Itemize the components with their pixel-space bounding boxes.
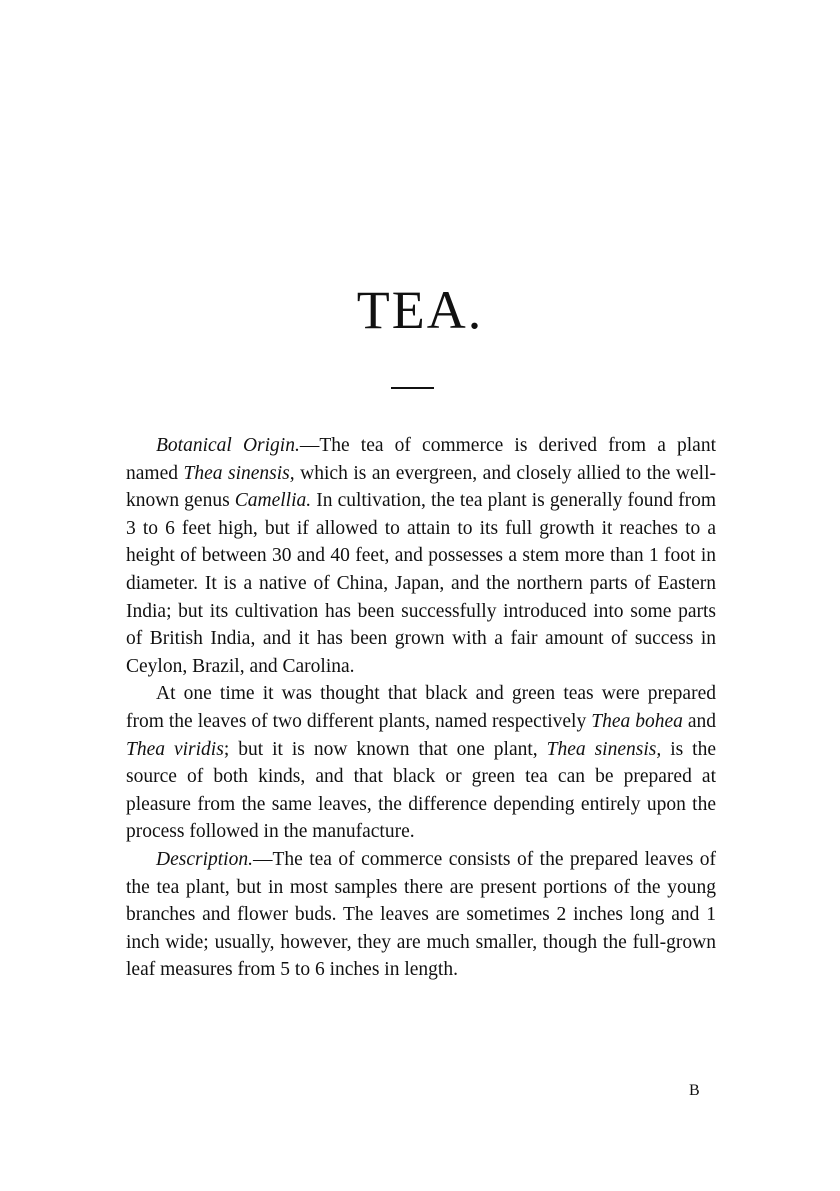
text-run: and	[682, 710, 716, 732]
text-run: At one time it was thought that black and green teas were prepared from the leaves of two different plants, named respectively	[126, 683, 716, 732]
text-run: is the source of both kinds, and that black or green tea can be prepared at pleasure from the same leaves, the difference depending entirely upon the process followed in the manufacture.	[126, 738, 716, 843]
text-run: —The tea of commerce consists of the prepared leaves of the tea plant, but in most samples there are present portions of the young branches and flower buds. The leaves are sometimes 2 inches long and 1 inch wide; usually, however, they are much smaller, though the full-grown leaf measures from 5 to 6 inches in length.	[126, 848, 716, 981]
text-run: In cultivation, the tea plant is generally found from 3 to 6 feet high, but if allowed to attain to its full growth it reaches to a height of between 30 and 40 feet, and possesses a stem more than 1 foot in diameter. It is a native of China, Japan, and the northern parts of Eastern India; but its cultivation has been successfully introduced into some parts of British India, and it has been grown with a fair amount of success in Ceylon, Brazil, and Carolina.	[126, 490, 716, 677]
text-run: ; but it is now known that one plant,	[223, 738, 547, 760]
species-name: Thea sinensis,	[546, 738, 662, 760]
genus-name: Camellia.	[234, 490, 312, 512]
species-name: Thea bohea	[591, 710, 683, 732]
text-run: —The tea of commerce is derived from a plant named	[126, 435, 716, 484]
species-name: Thea viridis	[126, 738, 224, 760]
page-title: TEA.	[356, 280, 484, 340]
text-run: which is an evergreen, and closely allied to the well-known genus	[126, 462, 716, 512]
heading-botanical-origin: Botanical Origin.	[156, 435, 300, 456]
paragraph-botanical-origin	[126, 432, 716, 680]
heading-description: Description.	[156, 848, 253, 870]
title-divider	[391, 387, 434, 389]
species-name: Thea sinensis,	[183, 462, 295, 484]
paragraph-black-green-teas	[126, 680, 716, 846]
paragraph-description	[126, 846, 716, 984]
body-text	[126, 432, 716, 984]
signature-mark: B	[689, 1082, 700, 1099]
